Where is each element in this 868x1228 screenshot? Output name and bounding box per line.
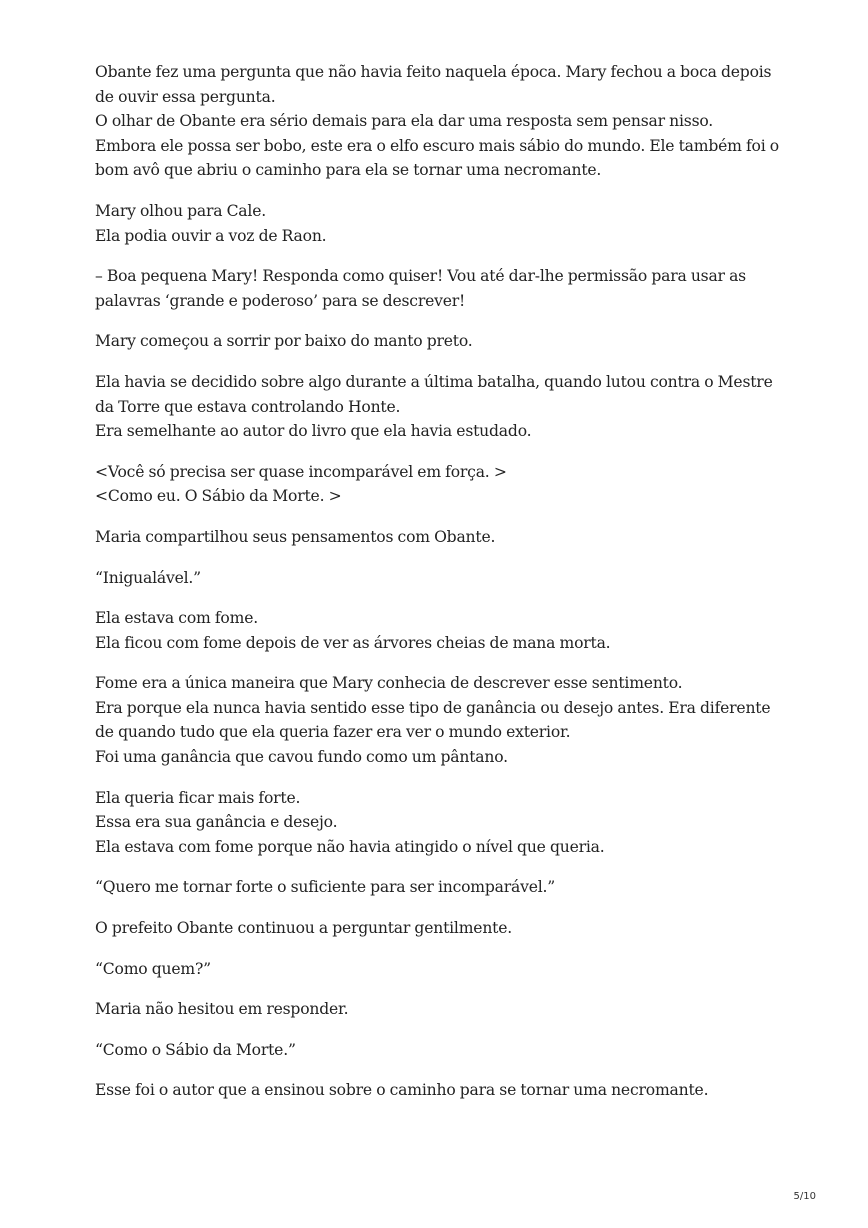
text-line: Ela queria ficar mais forte. [95,788,301,807]
paragraph [95,916,795,941]
paragraph [95,566,795,591]
text-line: Esse foi o autor que a ensinou sobre o caminho para se tornar uma necromante. [95,1081,709,1100]
text-line: Embora ele possa ser bobo, este era o elfo escuro mais sábio do mundo. Ele também foi o [95,136,779,155]
paragraph [95,460,795,509]
paragraph [95,1078,795,1103]
paragraph [95,875,795,900]
paragraph [95,60,795,183]
text-line: O olhar de Obante era sério demais para ela dar uma resposta sem pensar nisso. [95,112,714,131]
text-line: Essa era sua ganância e desejo. [95,813,338,832]
text-line: Ela estava com fome. [95,609,258,628]
text-line: Obante fez uma pergunta que não havia feito naquela época. Mary fechou a boca depois [95,63,772,81]
paragraph [95,329,795,354]
text-line: Mary olhou para Cale. [95,201,266,220]
text-line: Ela havia se decidido sobre algo durante a última batalha, quando lutou contra o Mestre [95,372,773,391]
page-number: 5/10 [793,1191,816,1202]
text-line: Era porque ela nunca havia sentido esse tipo de ganância ou desejo antes. Era diferente [95,698,771,717]
text-line: da Torre que estava controlando Honte. [95,397,401,416]
text-line: “Inigualável.” [95,568,201,587]
paragraph [95,957,795,982]
text-line: Ela estava com fome porque não havia atingido o nível que queria. [95,837,605,856]
text-line: palavras ‘grande e poderoso’ para se descrever! [95,291,466,310]
text-line: “Como o Sábio da Morte.” [95,1040,296,1059]
paragraph [95,997,795,1022]
paragraph [95,264,795,313]
paragraph [95,786,795,860]
text-line: Fome era a única maneira que Mary conhecia de descrever esse sentimento. [95,674,683,693]
text-line: “Como quem?” [95,959,211,978]
paragraph [95,606,795,655]
text-line: de quando tudo que ela queria fazer era ver o mundo exterior. [95,723,571,742]
text-line: Ela ficou com fome depois de ver as árvores cheias de mana morta. [95,633,611,652]
text-line: <Como eu. O Sábio da Morte. > [95,487,342,506]
paragraph [95,199,795,248]
paragraph [95,525,795,550]
text-line: – Boa pequena Mary! Responda como quiser! Vou até dar-lhe permissão para usar as [95,267,746,286]
text-line: Era semelhante ao autor do livro que ela havia estudado. [95,422,532,441]
text-line: Maria compartilhou seus pensamentos com Obante. [95,527,496,546]
text-line: de ouvir essa pergunta. [95,87,276,106]
paragraph [95,671,795,769]
text-line: “Quero me tornar forte o suficiente para ser incomparável.” [95,878,556,897]
text-line: <Você só precisa ser quase incomparável em força. > [95,462,507,481]
text-line: O prefeito Obante continuou a perguntar gentilmente. [95,919,513,938]
text-line: Mary começou a sorrir por baixo do manto preto. [95,332,473,351]
text-line: Maria não hesitou em responder. [95,1000,349,1019]
paragraph [95,1038,795,1063]
text-line: Ela podia ouvir a voz de Raon. [95,226,327,245]
text-line: Foi uma ganância que cavou fundo como um pântano. [95,748,508,767]
paragraph [95,370,795,444]
document-body [95,60,795,1119]
text-line: bom avô que abriu o caminho para ela se tornar uma necromante. [95,161,602,180]
